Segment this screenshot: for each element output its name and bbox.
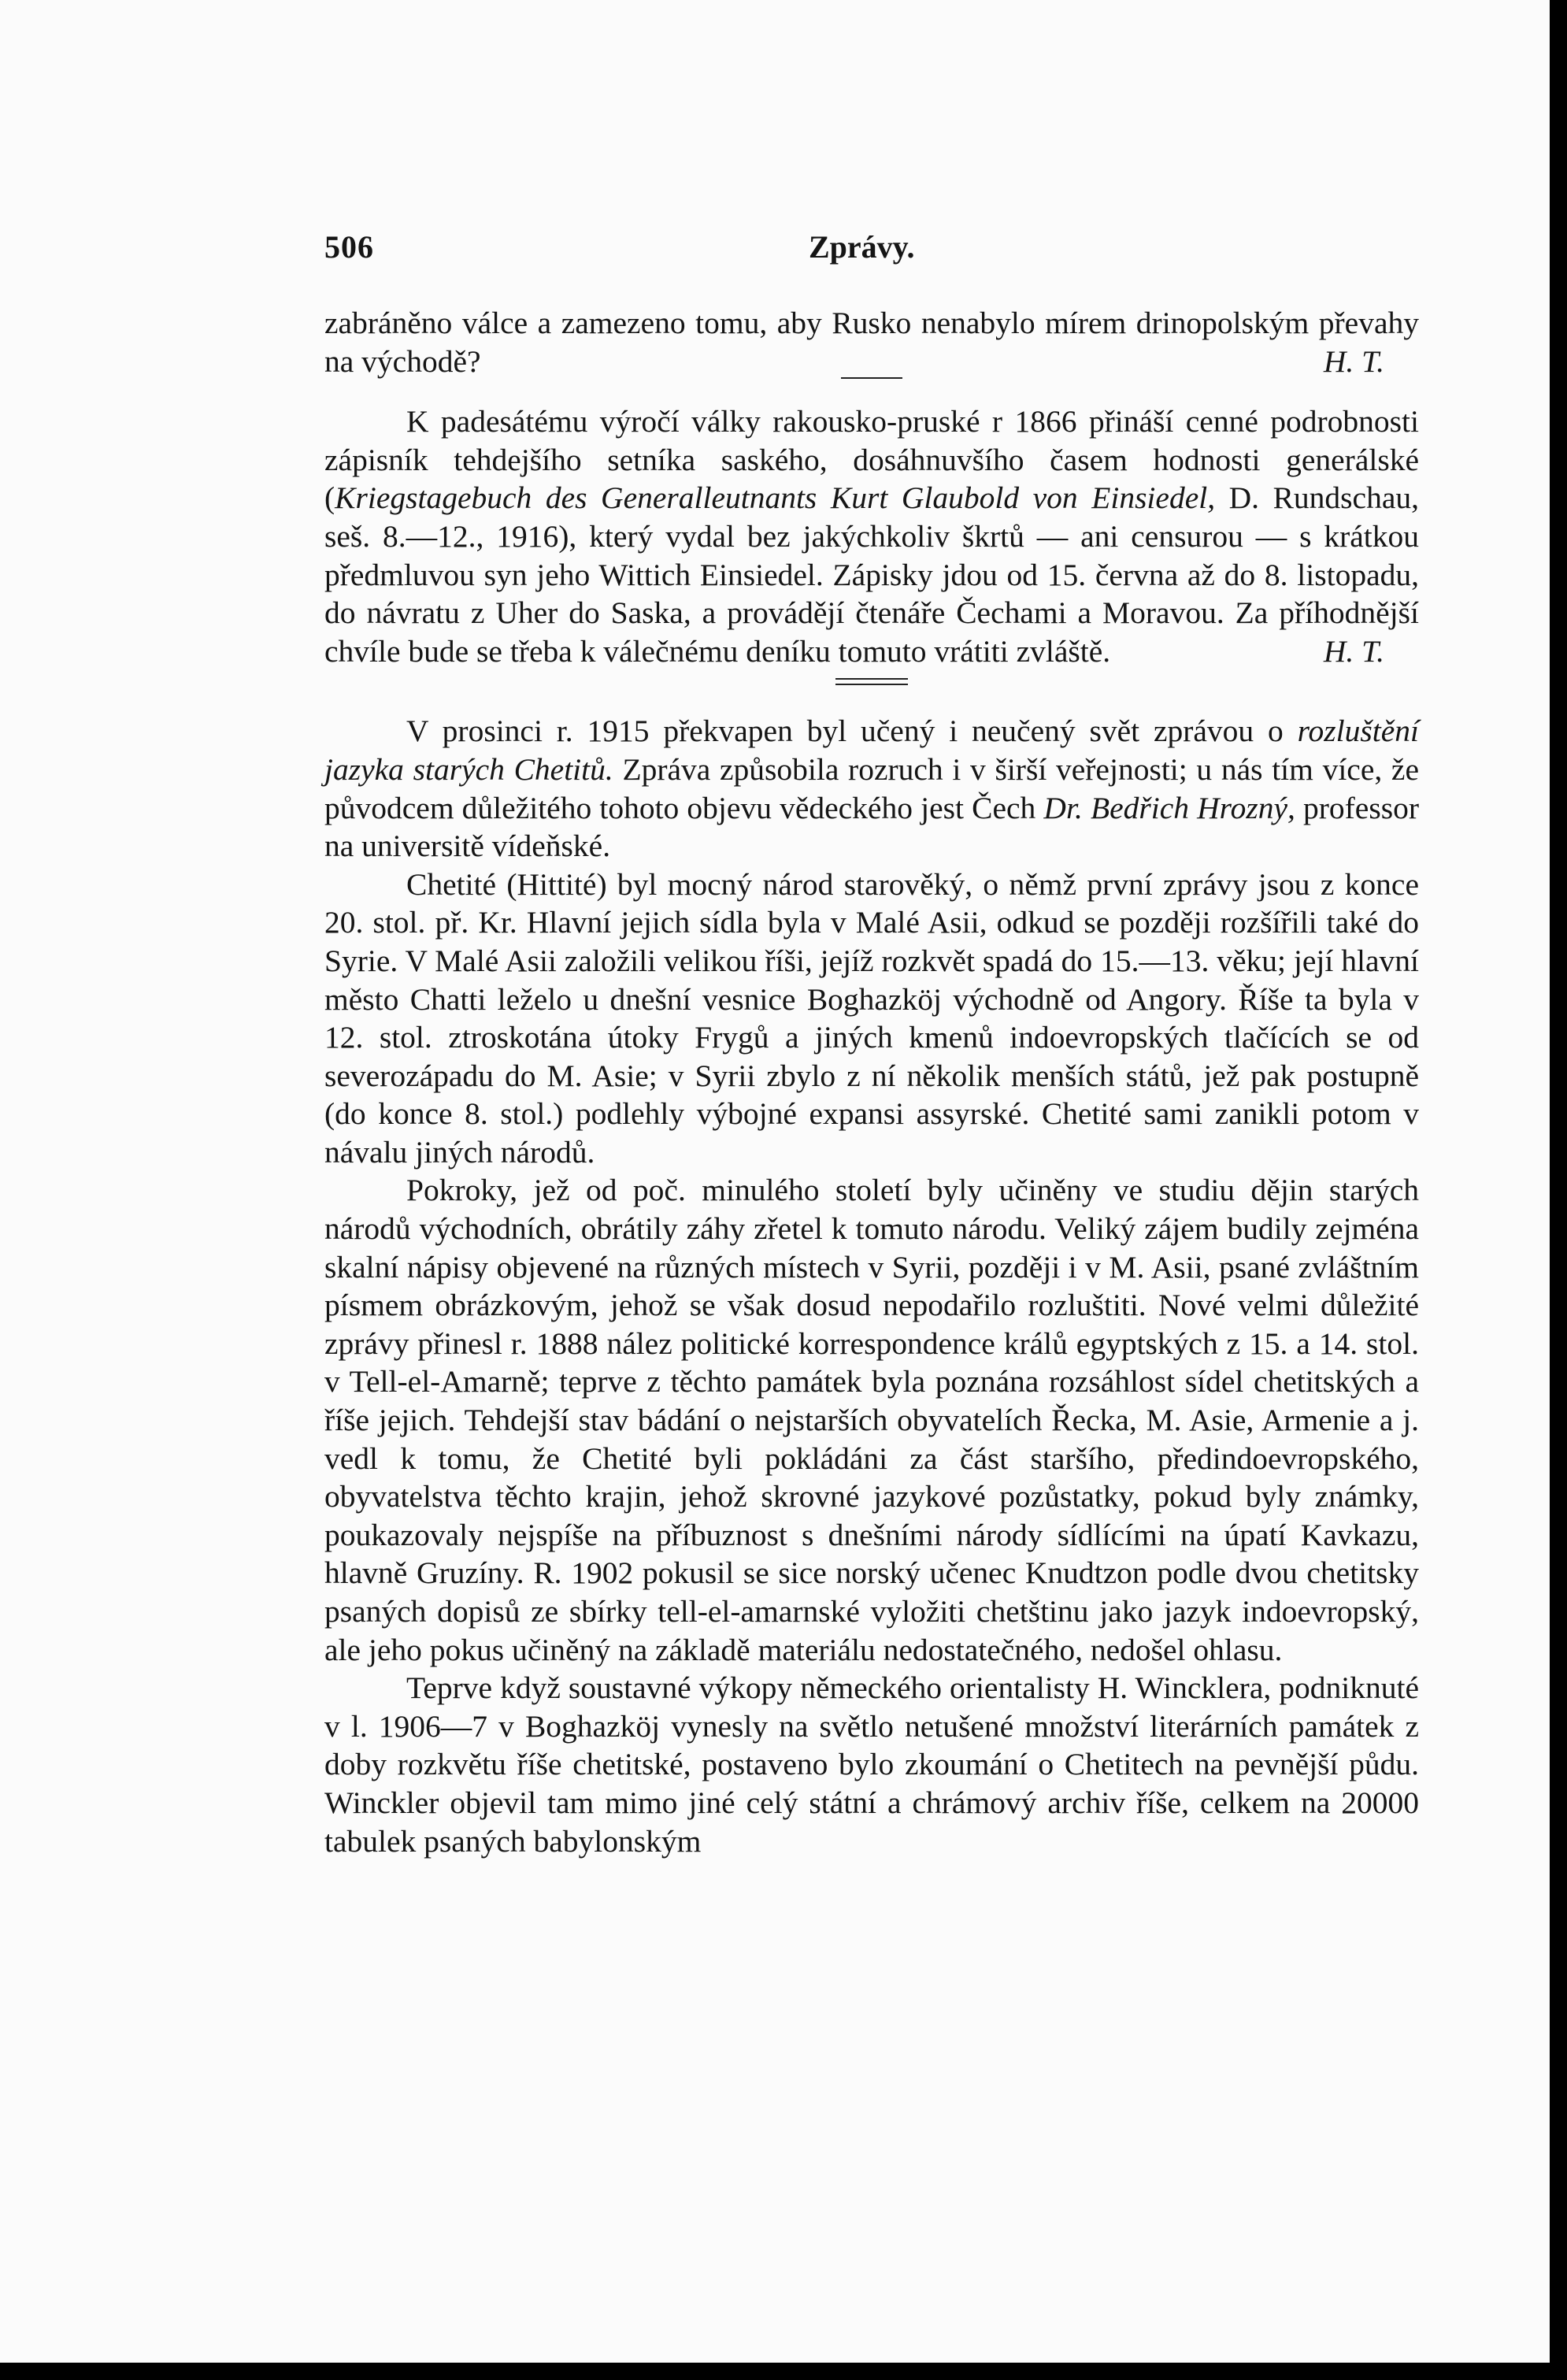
emphasis-name: Dr. Bedřich Hrozný, xyxy=(1043,790,1295,825)
book-title: Kriegstagebuch des Generalleutnants Kurt Glaubold von Einsiedel, xyxy=(335,480,1216,516)
paragraph-hittite-intro xyxy=(324,712,1419,865)
section-double-separator xyxy=(835,678,908,685)
paragraph-continuation xyxy=(324,304,1419,380)
paragraph-einsiedel xyxy=(324,402,1419,670)
paragraph-text: Teprve když soustavné výkopy německého orientalisty H. Wincklera, podniknuté v l. 1906—7 v Boghazköj vynesly na světlo netušené množství literárních památek z doby rozkvětu říše chetitské, postaveno bylo zkoumání o Chetitech na pevnější půdu. Winckler objevil tam mimo jiné celý státní a chrámový archiv říše, celkem na 20000 tabulek psaných babylonským xyxy=(324,1670,1419,1859)
paragraph-text: Chetité (Hittité) byl mocný národ starověký, o němž první zprávy jsou z konce 20. stol. př. Kr. Hlavní jejich sídla byla v Malé Asii, odkud se později rozšířili také do Syrie. V Malé Asii založili velikou říši, jejíž rozkvět spadá do 15.—13. věku; její hlavní město Chatti leželo u dnešní vesnice Boghazköj východně od Angory. Říše ta byla v 12. stol. ztroskotána útoky Frygů a jiných kmenů indoevropských tlačících se od severozápadu do M. Asie; v Syrii zbylo z ní několik menších států, jež pak postupně (do konce 8. stol.) podlehly výbojné expansi assyrské. Chetité sami zanikli potom v návalu jiných národů. xyxy=(324,866,1419,1170)
paragraph-research-progress xyxy=(324,1171,1419,1669)
paragraph-text: professor na universitě vídeňské. xyxy=(324,790,1419,864)
paragraph-text: zabráněno válce a zamezeno tomu, aby Rusko nenabylo mírem drinopolským převahy na východě? xyxy=(324,306,1419,379)
paragraph-text: V prosinci r. 1915 překvapen byl učený i neučený svět zprávou o xyxy=(406,714,1298,749)
author-signature: H. T. xyxy=(1323,343,1384,379)
section-separator xyxy=(841,377,902,379)
page-number: 506 xyxy=(324,229,374,265)
paragraph-text: K padesátému výročí války rakousko-pruské r 1866 přináší cenné podrobnosti zápisník tehdejšího setníka saského, dosáhnuvšího časem hodnosti generálské ( xyxy=(324,404,1419,516)
article-body xyxy=(324,304,1419,1860)
paragraph-text: Pokroky, jež od poč. minulého století byly učiněny ve studiu dějin starých národů východních, obrátily záhy zřetel k tomuto národu. Veliký zájem budily zejména skalní nápisy objevené na různých místech v Syrii, později i v M. Asii, psané zvláštním písmem obrázkovým, jehož se však dosud nepodařilo rozluštiti. Nové velmi důležité zprávy přinesl r. 1888 nález politické korrespondence králů egyptských z 15. a 14. stol. v Tell-el-Amarně; teprve z těchto památek byla poznána rozsáhlost sídel chetitských a říše jejich. Tehdejší stav bádání o nejstarších obyvatelích Řecka, M. Asie, Armenie a j. vedl k tomu, že Chetité byli pokládáni za část staršího, předindoevropského, obyvatelstva těchto krajin, jehož skrovné jazykové pozůstatky, pokud byly známky, poukazovaly nejspíše na příbuznost s dnešními národy sídlícími na úpatí Kavkazu, hlavně Gruzíny. R. 1902 pokusil se sice norský učenec Knudtzon podle dvou chetitsky psaných dopisů ze sbírky tell-el-amarnské vyložiti chetštinu jako jazyk indoevropský, ale jeho pokus učiněný na základě materiálu nedostatečného, nedošel ohlasu. xyxy=(324,1173,1419,1667)
paragraph-text: D. Rundschau, seš. 8.—12., 1916), který vydal bez jakýchkoliv škrtů — ani censurou — s krátkou předmluvou syn jeho Wittich Einsiedel. Zápisky jdou od 15. června až do 8. listopadu, do návratu z Uher do Saska, a provádějí čtenáře Čechami a Moravou. Za příhodnější chvíle bude se třeba k válečnému deníku tomuto vrátiti zvláště. xyxy=(324,480,1419,669)
running-head: Zprávy. xyxy=(809,229,915,265)
paragraph-winckler xyxy=(324,1669,1419,1860)
paragraph-text: Zpráva způsobila rozruch i v širší veřejnosti; u nás tím více, že původcem důležitého tohoto objevu vědeckého jest Čech xyxy=(324,751,1419,825)
author-signature: H. T. xyxy=(1323,633,1384,669)
emphasis-topic: rozluštění jazyka starých Chetitů. xyxy=(324,714,1419,787)
paragraph-hittite-history xyxy=(324,866,1419,1172)
page-header xyxy=(324,228,1419,276)
